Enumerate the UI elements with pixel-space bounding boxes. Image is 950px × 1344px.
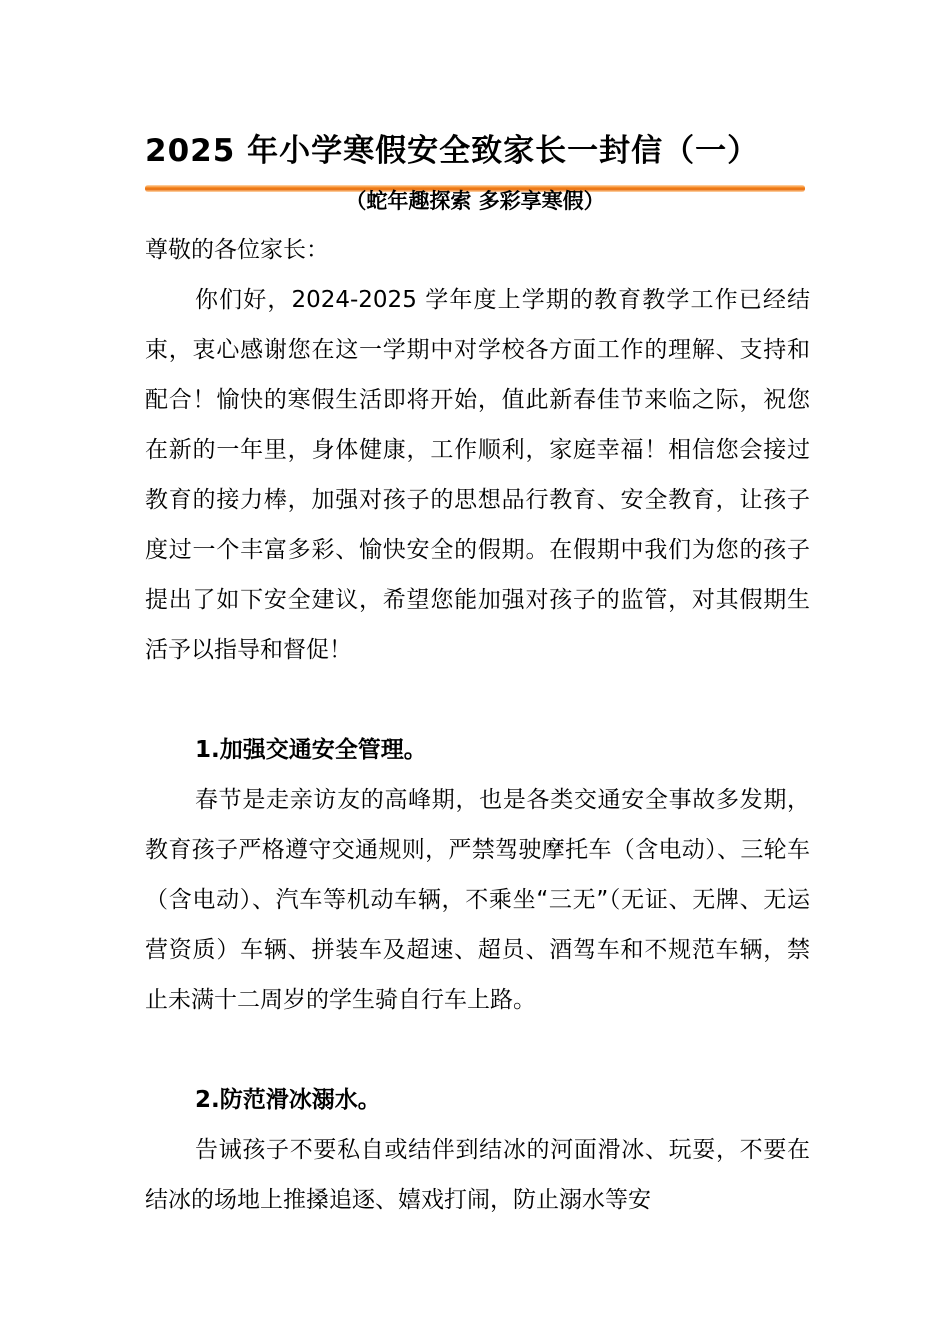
document-subtitle: （蛇年趣探索 多彩享寒假） (345, 189, 605, 213)
intro-paragraph: 你们好，2024-2025 学年度上学期的教育教学工作已经结束，衷心感谢您在这一学期中对学校各方面工作的理解、支持和配合！愉快的寒假生活即将开始，值此新春佳节来临之际，祝您在新的一年里，身体健康，工作顺利，家庭幸福！相信您会接过教育的接力棒，加强对孩子的思想品行教育、安全教育，让孩子度过一个丰富多彩、愉快安全的假期。在假期中我们为您的孩子提出了如下安全建议，希望您能加强对孩子的监管，对其假期生活予以指导和督促！ (145, 287, 810, 663)
section-heading-traffic: 1.加强交通安全管理。 (195, 737, 427, 763)
document-title: 2025 年小学寒假安全致家长一封信（一） (145, 133, 760, 169)
ice-paragraph: 告诫孩子不要私自或结伴到结冰的河面滑冰、玩耍，不要在结冰的场地上推搡追逐、嬉戏打闹，防止溺水等安 (145, 1137, 810, 1213)
traffic-paragraph: 春节是走亲访友的高峰期，也是各类交通安全事故多发期，教育孩子严格遵守交通规则，严禁驾驶摩托车（含电动）、三轮车（含电动）、汽车等机动车辆，不乘坐“三无”（无证、无牌、无运营资质）车辆、拼装车及超速、超员、酒驾车和不规范车辆，禁止未满十二周岁的学生骑自行车上路。 (145, 787, 810, 1013)
section-heading-ice: 2.防范滑冰溺水。 (195, 1087, 381, 1113)
greeting-line: 尊敬的各位家长： (145, 237, 329, 263)
